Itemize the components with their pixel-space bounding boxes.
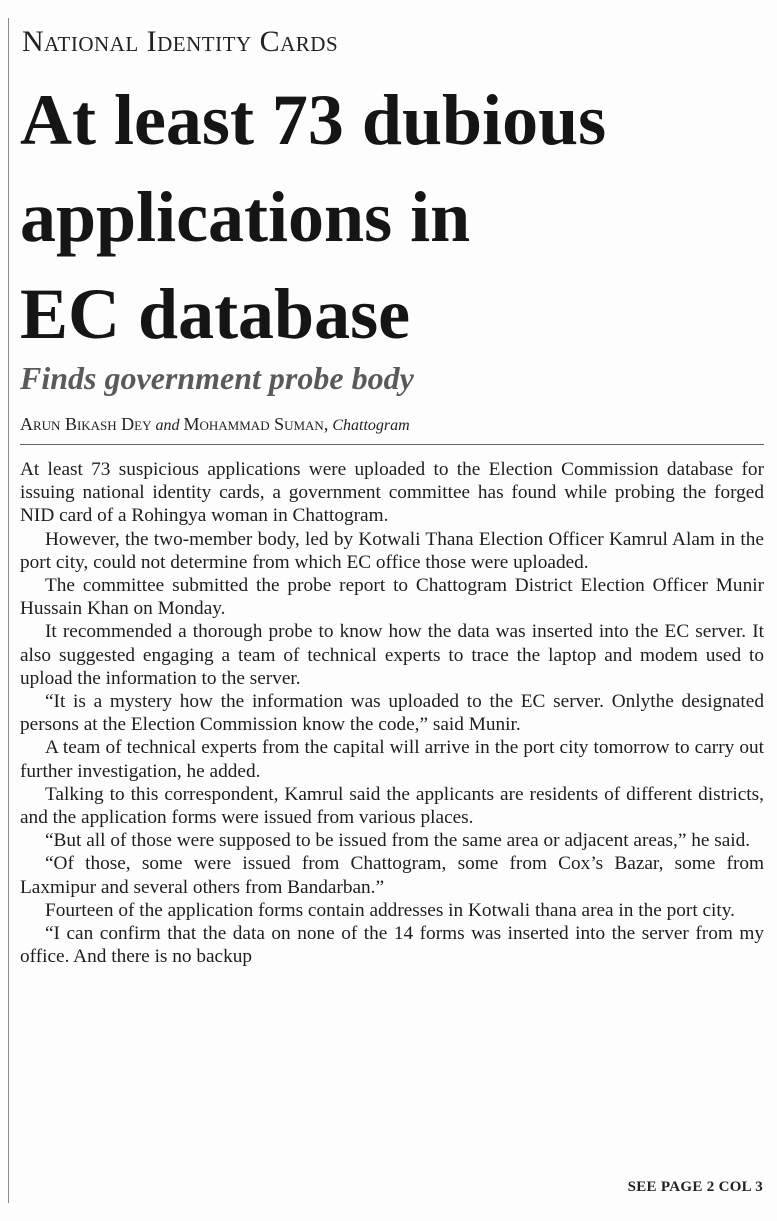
paragraph: At least 73 suspicious applications were uploaded to the Election Commission database for issuing national identity cards, a government committee has found while probing the forged NID card of a Rohingya woman in Chattogram. [20,459,764,527]
continuation-note: SEE PAGE 2 COL 3 [627,1179,763,1195]
byline-location: Chattogram [332,417,410,434]
headline-line: applications in [20,177,471,257]
paragraph: “Of those, some were issued from Chattogram, some from Cox’s Bazar, some from Laxmipur and several others from Bandarban.” [20,853,764,898]
paragraph: “It is a mystery how the information was uploaded to the EC server. Onlythe designated persons at the Election Commission know the code,” said Munir. [20,691,764,736]
paragraph: It recommended a thorough probe to know how the data was inserted into the EC server. It also suggested engaging a team of technical experts to trace the laptop and modem used to upload the information to the server. [20,621,764,689]
author-name: Mohammad Suman, [183,414,329,434]
section-kicker: National Identity Cards [22,25,339,58]
paragraph: “But all of those were supposed to be issued from the same area or adjacent areas,” he said. [45,830,751,852]
paragraph: However, the two-member body, led by Kotwali Thana Election Officer Kamrul Alam in the port city, could not determine from which EC office those were uploaded. [20,528,764,573]
headline-line: At least 73 dubious [20,80,607,160]
column-rule [8,18,9,1203]
author-name: Arun Bikash Dey [20,414,152,434]
headline-line: EC database [20,274,411,354]
paragraph: The committee submitted the probe report to Chattogram District Election Officer Munir Hussain Khan on Monday. [20,575,764,620]
paragraph: A team of technical experts from the capital will arrive in the port city tomorrow to carry out further investigation, he added. [20,737,764,782]
article-body [20,458,764,968]
headline [20,72,770,363]
byline-divider [20,444,764,445]
subheadline: Finds government probe body [20,360,414,396]
byline-conjunction: and [155,417,180,434]
byline [20,413,410,437]
paragraph: “I can confirm that the data on none of the 14 forms was inserted into the server from my office. And there is no backup [20,923,764,968]
paragraph: Fourteen of the application forms contain addresses in Kotwali thana area in the port city. [45,899,735,921]
paragraph: Talking to this correspondent, Kamrul said the applicants are residents of different districts, and the application forms were issued from various places. [20,783,764,829]
